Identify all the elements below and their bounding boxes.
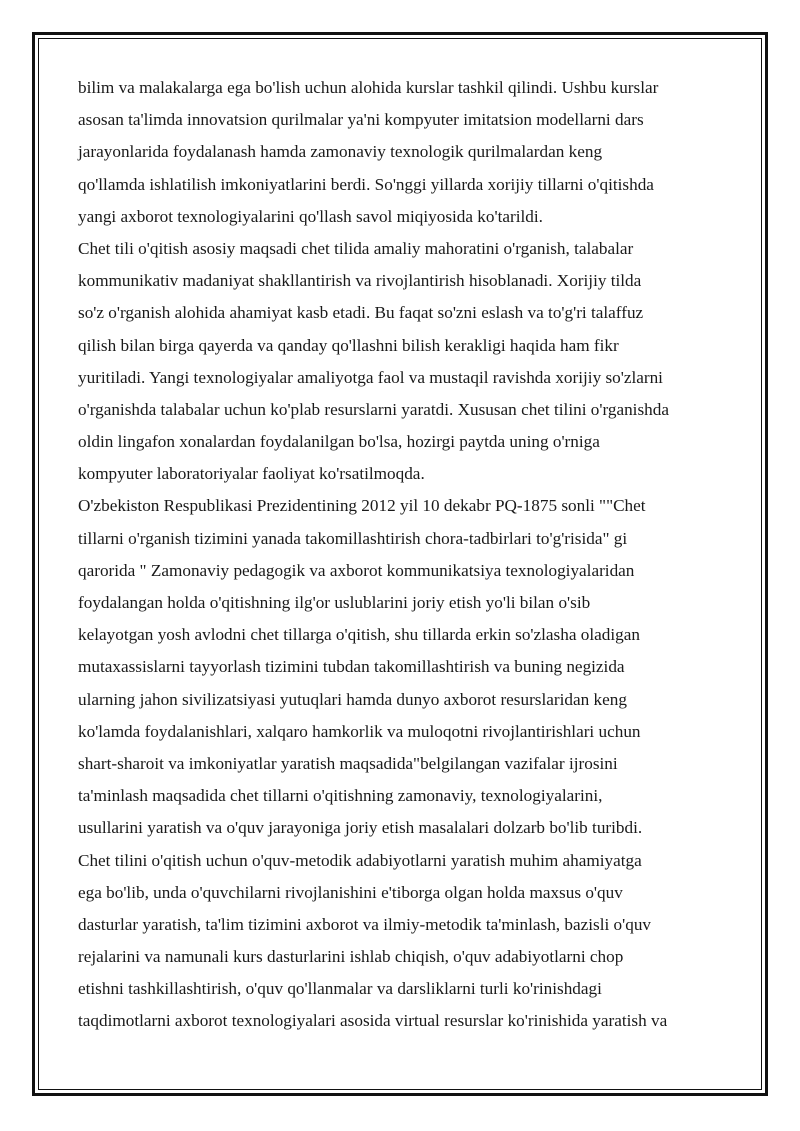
text-line: yangi axborot texnologiyalarini qo'llash savol miqiyosida ko'tarildi. — [78, 206, 543, 226]
text-line: oldin lingafon xonalardan foydalanilgan bo'lsa, hozirgi paytda uning o'rniga — [78, 432, 600, 452]
text-line: dasturlar yaratish, ta'lim tizimini axborot va ilmiy-metodik ta'minlash, bazisli o'quv — [78, 914, 652, 934]
text-line: foydalangan holda o'qitishning ilg'or uslublarini joriy etish yo'li bilan o'sib — [78, 593, 591, 612]
text-line: qilish bilan birga qayerda va qanday qo'llashni bilish kerakligi haqida ham fikr — [78, 335, 619, 355]
text-line: O'zbekiston Respublikasi Prezidentining 2012 yil 10 dekabr PQ-1875 sonli ""Chet — [78, 496, 646, 516]
text-line: mutaxassislarni tayyorlash tizimini tubdan takomillashtirish va buning negizida — [78, 657, 625, 677]
text-line: tillarni o'rganish tizimini yanada takomillashtirish chora-tadbirlari to'g'risida" gi — [78, 528, 628, 548]
text-line: shart-sharoit va imkoniyatlar yaratish maqsadida"belgilangan vazifalar ijrosini — [78, 753, 618, 773]
text-line: ta'minlash maqsadida chet tillarni o'qitishning zamonaviy, texnologiyalarini, — [78, 786, 603, 806]
text-line: so'z o'rganish alohida ahamiyat kasb etadi. Bu faqat so'zni eslash va to'g'ri talaffuz — [78, 303, 644, 323]
text-line: taqdimotlarni axborot texnologiyalari asosida virtual resurslar ko'rinishida yaratish va — [78, 1011, 668, 1031]
text-line: bilim va malakalarga ega bo'lish uchun alohida kurslar tashkil qilindi. Ushbu kurslar — [78, 78, 659, 97]
text-line: Chet tili o'qitish asosiy maqsadi chet tilida amaliy mahoratini o'rganish, talabalar — [78, 238, 634, 258]
text-line: jarayonlarida foydalanash hamda zamonaviy texnologik qurilmalardan keng — [78, 142, 603, 162]
text-line: kompyuter laboratoriyalar faoliyat ko'rsatilmoqda. — [78, 464, 425, 484]
text-line: yuritiladi. Yangi texnologiyalar amaliyotga faol va mustaqil ravishda xorijiy so'zlarni — [78, 367, 663, 387]
text-line: ko'lamda foydalanishlari, xalqaro hamkorlik va muloqotni rivojlantirishlari uchun — [78, 721, 641, 741]
text-line: kommunikativ madaniyat shakllantirish va rivojlantirish hisoblanadi. Xorijiy tilda — [78, 271, 642, 291]
text-line: usullarini yaratish va o'quv jarayoniga joriy etish masalalari dolzarb bo'lib turibdi. — [78, 818, 643, 838]
text-line: kelayotgan yosh avlodni chet tillarga o'qitish, shu tillarda erkin so'zlasha oladigan — [78, 625, 640, 645]
text-line: qarorida " Zamonaviy pedagogik va axborot kommunikatsiya texnologiyalaridan — [78, 560, 635, 580]
document-body — [78, 72, 738, 1038]
text-line: asosan ta'limda innovatsion qurilmalar ya'ni kompyuter imitatsion modellarni dars — [78, 110, 644, 130]
text-line: o'rganishda talabalar uchun ko'plab resurslarni yaratdi. Xususan chet tilini o'rganishda — [78, 399, 669, 419]
text-line: rejalarini va namunali kurs dasturlarini ishlab chiqish, o'quv adabiyotlarni chop — [78, 947, 624, 967]
text-line: Chet tilini o'qitish uchun o'quv-metodik adabiyotlarni yaratish muhim ahamiyatga — [78, 850, 642, 870]
text-line: ularning jahon sivilizatsiyasi yutuqlari hamda dunyo axborot resurslaridan keng — [78, 689, 627, 709]
text-line: ega bo'lib, unda o'quvchilarni rivojlanishini e'tiborga olgan holda maxsus o'quv — [78, 882, 623, 902]
text-line: qo'llamda ishlatilish imkoniyatlarini berdi. So'nggi yillarda xorijiy tillarni o'qitishda — [78, 174, 654, 194]
text-line: etishni tashkillashtirish, o'quv qo'llanmalar va darsliklarni turli ko'rinishdagi — [78, 979, 602, 999]
